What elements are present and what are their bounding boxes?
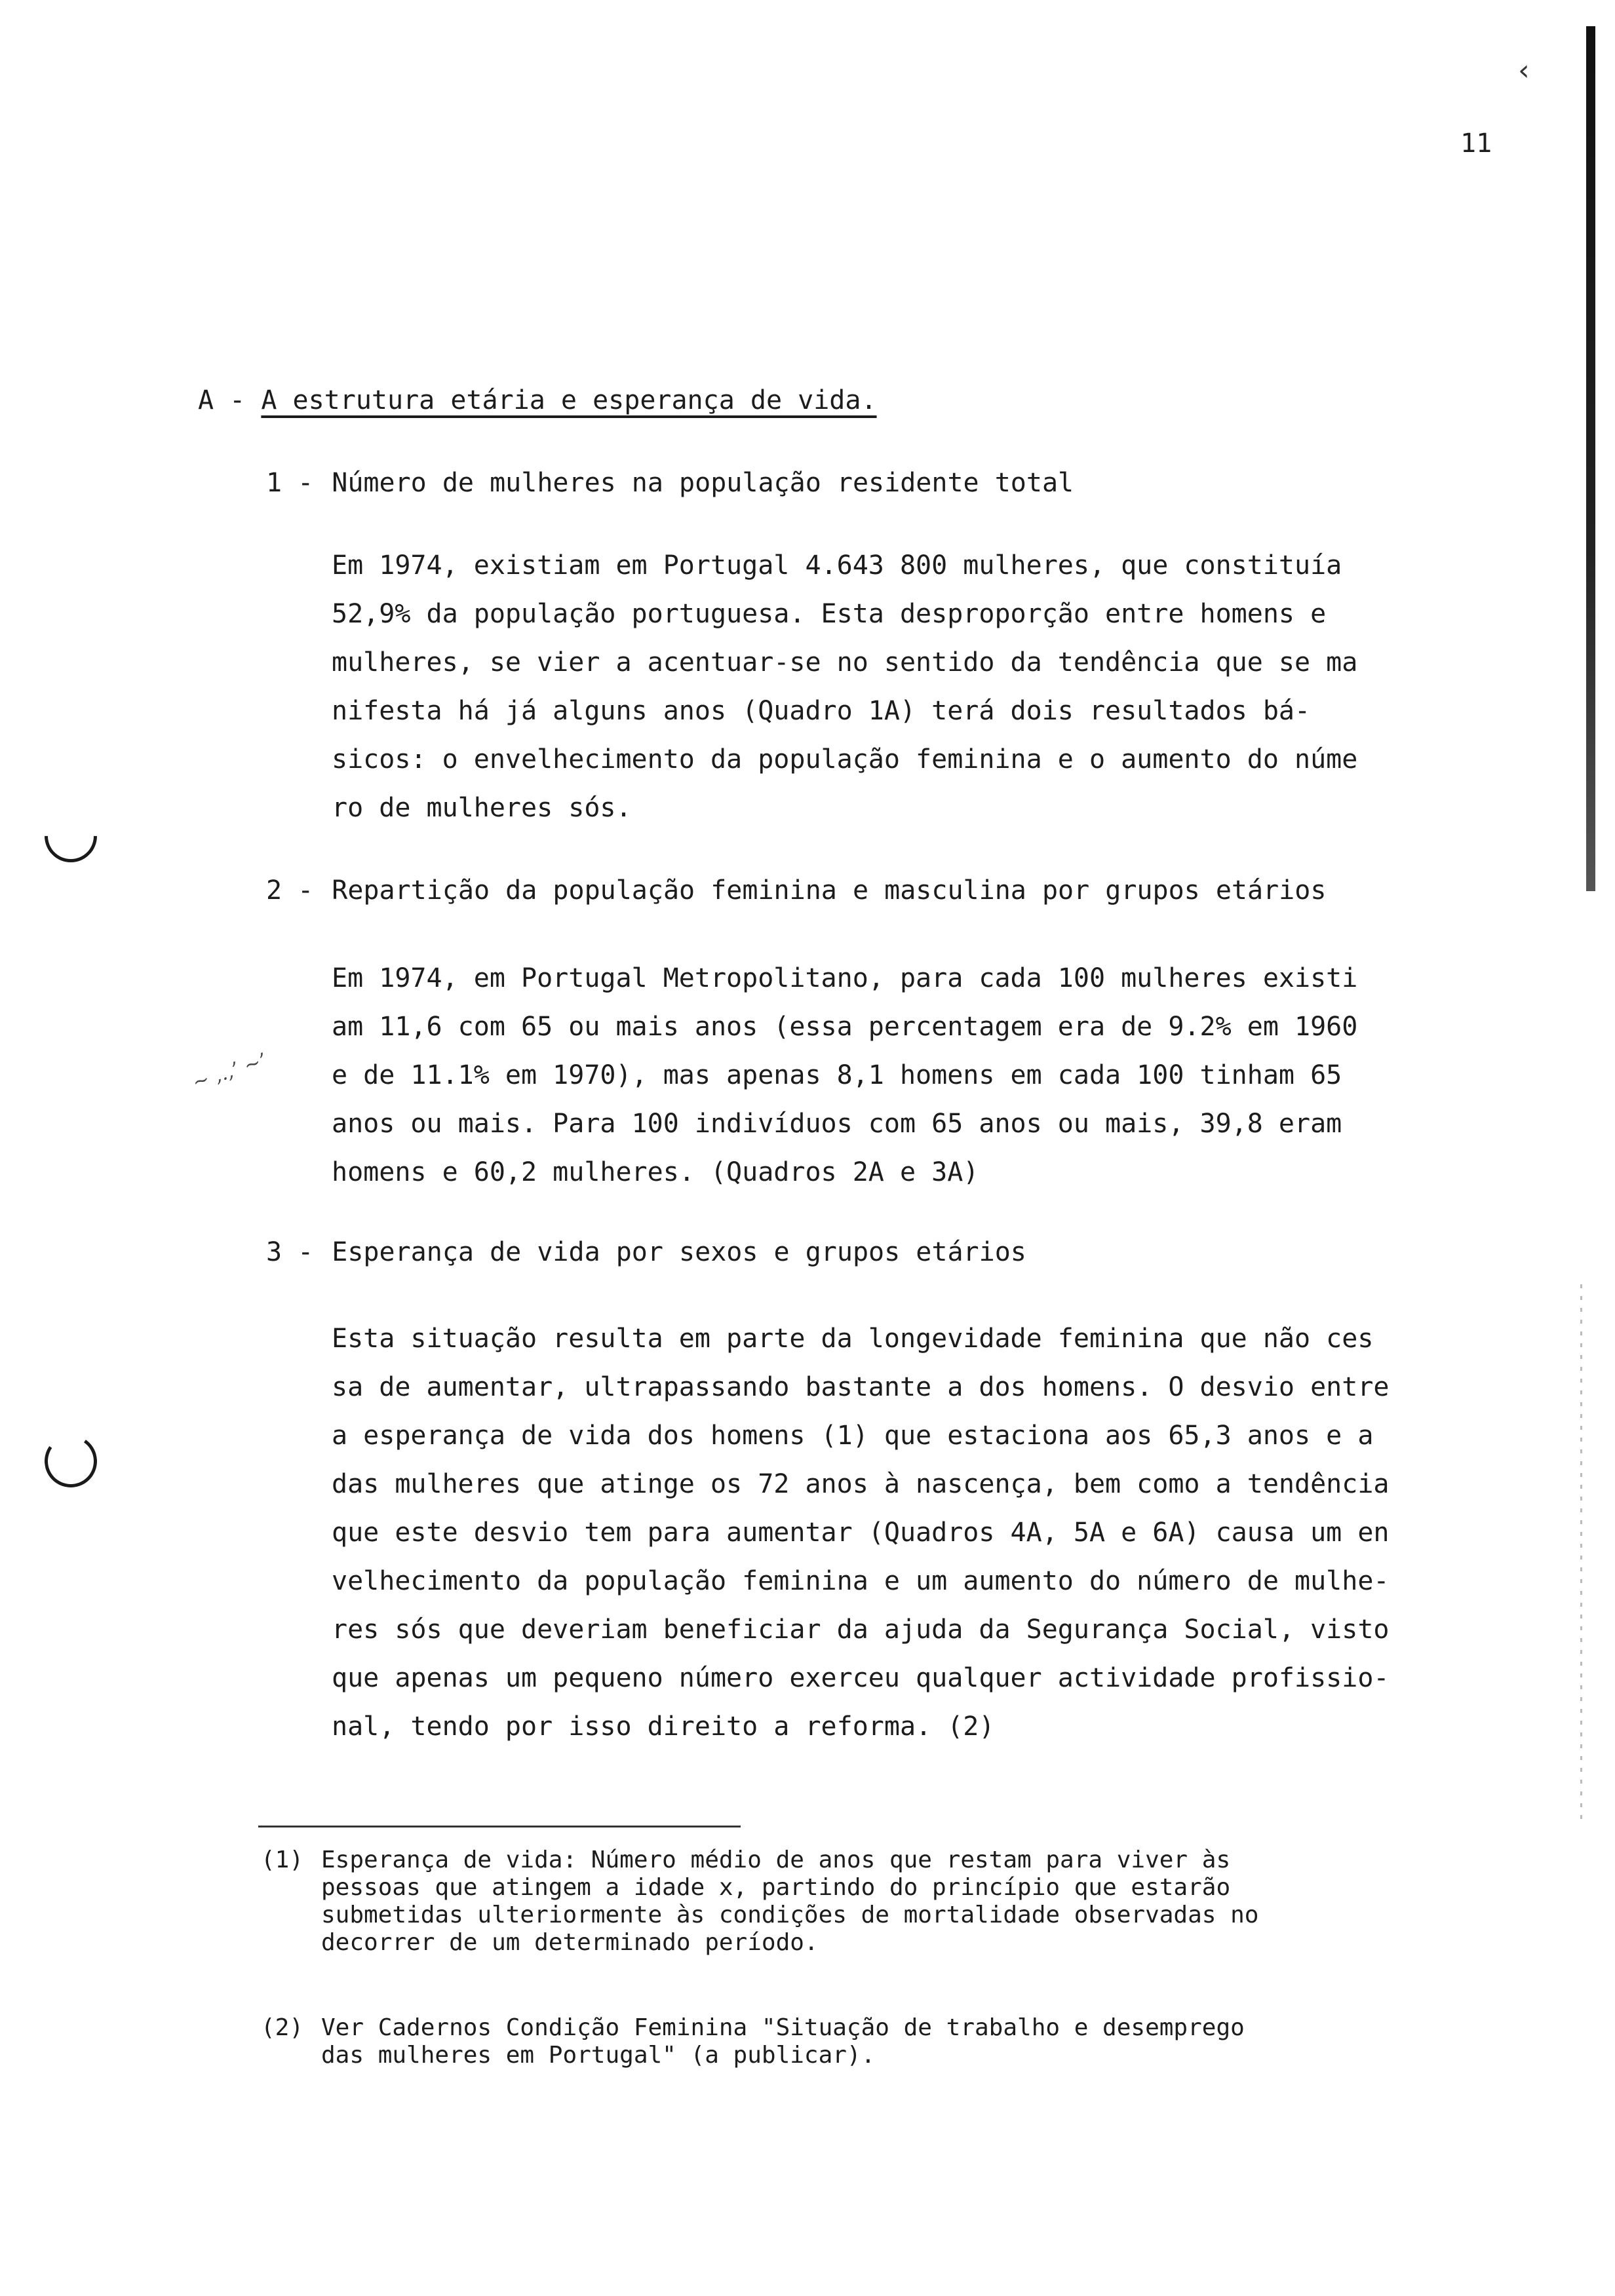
paragraph-line: sa de aumentar, ultrapassando bastante a dos homens. O desvio entre <box>332 1372 1390 1402</box>
footnote-line: decorrer de um determinado período. <box>321 1929 819 1956</box>
paragraph-line: a esperança de vida dos homens (1) que estaciona aos 65,3 anos e a <box>332 1421 1374 1451</box>
paragraph-3 <box>332 1314 1407 1751</box>
paragraph-line: sicos: o envelhecimento da população feminina e o aumento do núme <box>332 744 1358 775</box>
section-heading <box>198 385 877 415</box>
subsection-heading-3 <box>266 1237 1026 1267</box>
paragraph-line: velhecimento da população feminina e um aumento do número de mulhe- <box>332 1566 1390 1596</box>
page-number: 11 <box>1460 128 1492 159</box>
paragraph-line: Em 1974, em Portugal Metropolitano, para cada 100 mulheres existi <box>332 963 1358 993</box>
scan-edge-speckle <box>1580 1284 1582 1822</box>
scan-edge-shadow <box>1586 26 1595 891</box>
paragraph-line: das mulheres que atinge os 72 anos à nascença, bem como a tendência <box>332 1469 1390 1499</box>
paragraph-line: anos ou mais. Para 100 indivíduos com 65 anos ou mais, 39,8 eram <box>332 1109 1342 1139</box>
subsection-number: 1 - <box>266 468 314 498</box>
margin-pencil-mark <box>41 1431 102 1492</box>
paragraph-line: res sós que deveriam beneficiar da ajuda da Segurança Social, visto <box>332 1615 1390 1645</box>
paragraph-2 <box>332 954 1407 1196</box>
section-letter: A - <box>198 385 246 415</box>
paragraph-line: que este desvio tem para aumentar (Quadros 4A, 5A e 6A) causa um en <box>332 1518 1390 1548</box>
subsection-title: Esperança de vida por sexos e grupos etários <box>332 1237 1026 1267</box>
subsection-number: 2 - <box>266 875 314 906</box>
subsection-number: 3 - <box>266 1237 314 1267</box>
subsection-title: Repartição da população feminina e masculina por grupos etários <box>332 875 1327 906</box>
paragraph-line: mulheres, se vier a acentuar-se no sentido da tendência que se ma <box>332 647 1358 678</box>
paragraph-line: nifesta há já alguns anos (Quadro 1A) terá dois resultados bá- <box>332 696 1311 726</box>
footnote-line: pessoas que atingem a idade x, partindo do princípio que estarão <box>321 1874 1231 1901</box>
footnote-line: das mulheres em Portugal" (a publicar). <box>321 2042 876 2069</box>
paragraph-line: am 11,6 com 65 ou mais anos (essa percentagem era de 9.2% em 1960 <box>332 1012 1358 1042</box>
margin-pencil-mark <box>33 799 107 873</box>
paragraph-line: 52,9% da população portuguesa. Esta desproporção entre homens e <box>332 599 1327 629</box>
subsection-heading-2 <box>266 875 1326 906</box>
margin-handwritten-note: ~ ,.,’ ~’ <box>189 1048 270 1095</box>
section-title: A estrutura etária e esperança de vida. <box>261 385 877 415</box>
footnote-number: (1) <box>261 1846 304 1873</box>
footnote-line: Esperança de vida: Número médio de anos que restam para viver às <box>321 1846 1231 1873</box>
footnote-line: submetidas ulteriormente às condições de mortalidade observadas no <box>321 1902 1259 1928</box>
footnote-number: (2) <box>261 2014 304 2041</box>
footnote-2 <box>261 2014 1441 2069</box>
paragraph-line: Em 1974, existiam em Portugal 4.643 800 mulheres, que constituía <box>332 550 1342 581</box>
corner-check-mark: ‹ <box>1515 54 1533 87</box>
paragraph-line: nal, tendo por isso direito a reforma. (2) <box>332 1712 995 1742</box>
footnote-1 <box>261 1846 1441 1957</box>
paragraph-line: homens e 60,2 mulheres. (Quadros 2A e 3A) <box>332 1157 979 1187</box>
subsection-heading-1 <box>266 468 1074 498</box>
paragraph-line: que apenas um pequeno número exerceu qualquer actividade profissio- <box>332 1663 1390 1693</box>
paragraph-line: ro de mulheres sós. <box>332 793 632 823</box>
paragraph-line: Esta situação resulta em parte da longevidade feminina que não ces <box>332 1324 1374 1354</box>
footnote-line: Ver Cadernos Condição Feminina "Situação de trabalho e desemprego <box>321 2014 1245 2041</box>
paragraph-1 <box>332 541 1407 832</box>
paragraph-line: e de 11.1% em 1970), mas apenas 8,1 homens em cada 100 tinham 65 <box>332 1060 1342 1090</box>
subsection-title: Número de mulheres na população residente total <box>332 468 1074 498</box>
footnote-separator <box>258 1826 741 1827</box>
